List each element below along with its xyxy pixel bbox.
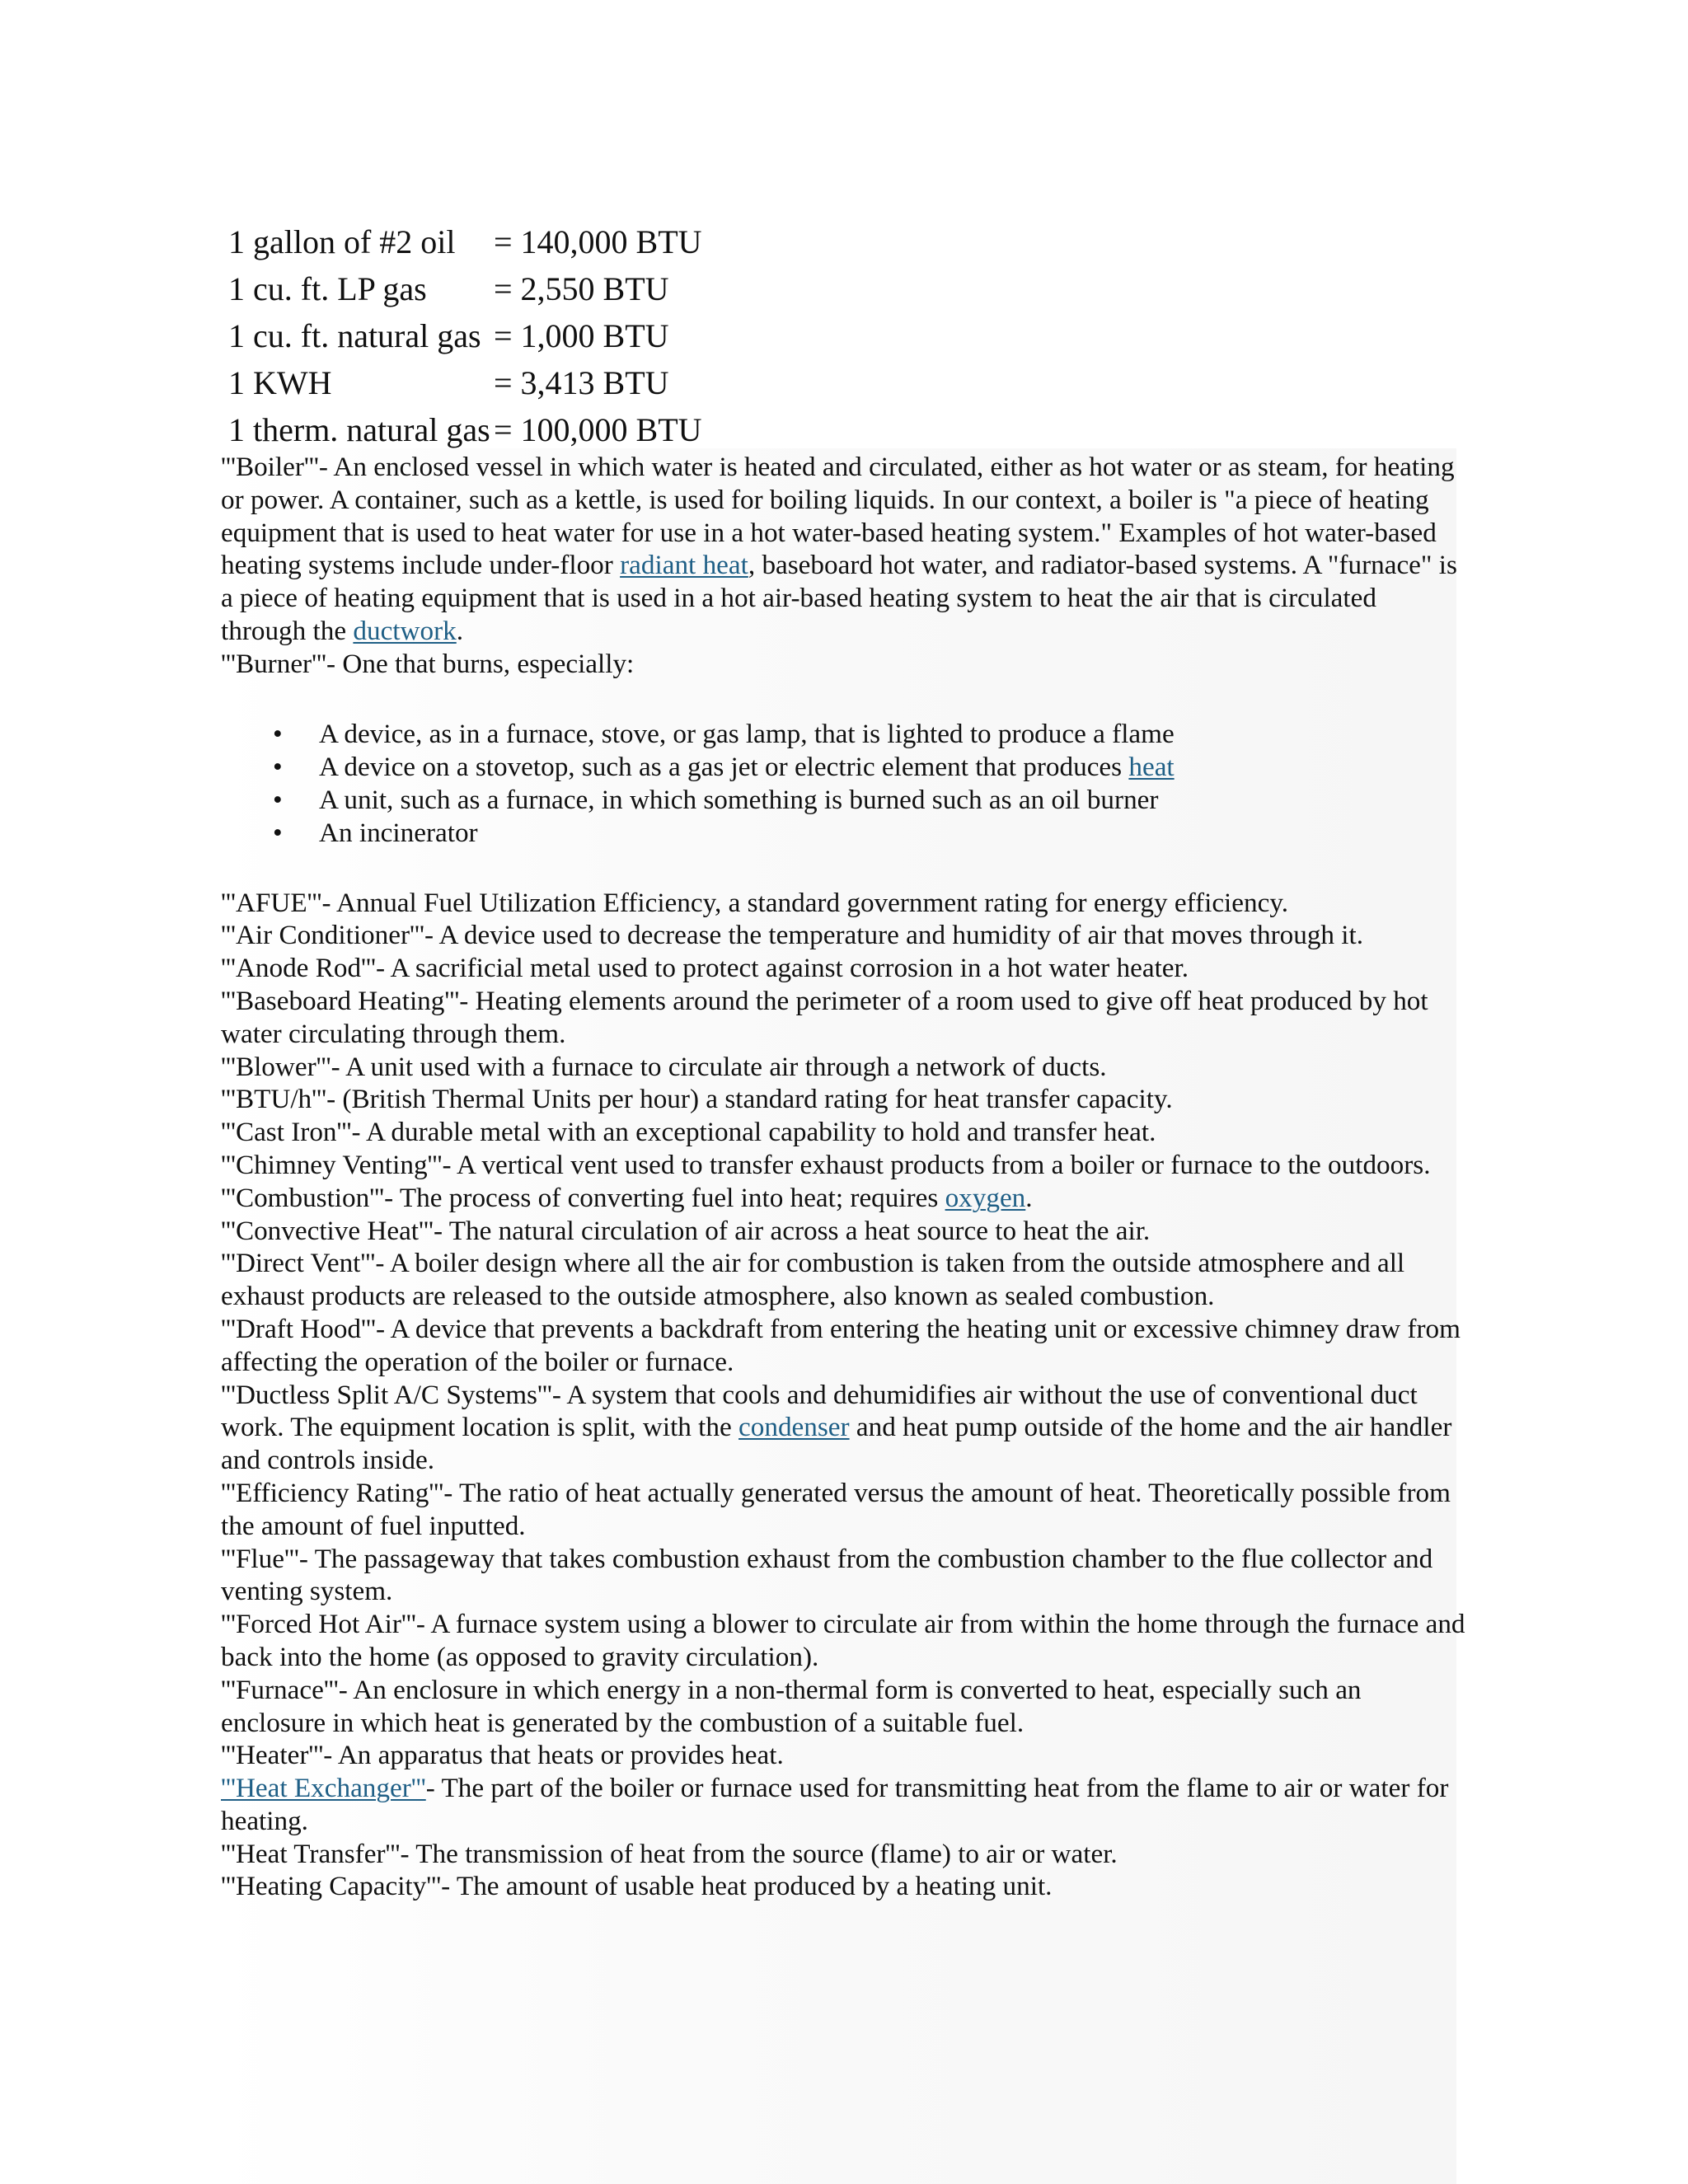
list-item-text: A unit, such as a furnace, in which something is burned such as an oil burner xyxy=(319,784,1159,815)
condenser-link[interactable]: condenser xyxy=(738,1412,850,1443)
bullet-icon: • xyxy=(273,784,283,815)
combustion-end: . xyxy=(1025,1182,1033,1213)
conversion-label: 1 cu. ft. LP gas xyxy=(228,270,427,307)
definition-convective-heat: '''Convective Heat'''- The natural circulation of air across a heat source to heat the air. xyxy=(221,1215,1151,1246)
glossary-body xyxy=(221,451,1465,1903)
heat-exchanger-link[interactable]: '''Heat Exchanger''' xyxy=(221,1773,426,1804)
boiler-text-end: . xyxy=(456,615,464,646)
definition-boiler xyxy=(221,451,1465,648)
ductless-text: '''Ductless Split A/C Systems'''- A system that cools and dehumidifies air without the use of conventional duct work. The equipment location is split, with the xyxy=(221,1379,1418,1443)
list-item xyxy=(221,751,1465,784)
definition-heat-transfer: '''Heat Transfer'''- The transmission of heat from the source (flame) to air or water. xyxy=(221,1838,1118,1869)
definition-anode-rod: '''Anode Rod'''- A sacrificial metal used to protect against corrosion in a hot water heater. xyxy=(221,953,1189,984)
bullet-icon: • xyxy=(273,751,283,782)
ductless-end: and heat pump outside of the home and the air handler and controls inside. xyxy=(221,1412,1452,1476)
definition-afue: '''AFUE'''- Annual Fuel Utilization Efficiency, a standard government rating for energy efficiency. xyxy=(221,887,1289,918)
conversion-value: = 2,550 BTU xyxy=(494,270,669,307)
conversion-row xyxy=(228,312,702,359)
definition-baseboard-heating: '''Baseboard Heating'''- Heating elements around the perimeter of a room used to give off heat produced by hot water circulating through them. xyxy=(221,985,1428,1049)
definition-heat-exchanger xyxy=(221,1772,1465,1838)
burner-list xyxy=(221,718,1465,850)
definition-air-conditioner: '''Air Conditioner'''- A device used to decrease the temperature and humidity of air that moves through it. xyxy=(221,920,1364,951)
radiant-heat-link[interactable]: radiant heat xyxy=(620,550,748,581)
conversion-value: = 1,000 BTU xyxy=(494,317,669,354)
list-item xyxy=(221,817,1465,850)
definition-combustion xyxy=(221,1182,1465,1215)
btu-conversion-table xyxy=(228,218,702,453)
list-item-text: An incinerator xyxy=(319,817,478,848)
combustion-text: '''Combustion'''- The process of converting fuel into heat; requires xyxy=(221,1182,945,1213)
conversion-row xyxy=(228,359,702,406)
boiler-text: - An enclosed vessel in which water is heated and circulated, either as hot water or as steam, for heating or power. A container, such as a kettle, is used for boiling liquids. In our context, a boiler is "a piece of heating equipment that is used to heat water for use in a hot water-based heating system." Examples of hot water-based heating systems include under-floor xyxy=(221,452,1455,581)
boiler-text-continued: , baseboard hot water, and radiator-based systems. A "furnace" is a piece of heating equipment that is used in a hot air-based heating system to heat the air that is circulated through the xyxy=(221,550,1457,646)
conversion-row xyxy=(228,406,702,453)
bullet-icon: • xyxy=(273,718,283,749)
bullet-icon: • xyxy=(273,817,283,848)
conversion-label: 1 cu. ft. natural gas xyxy=(228,317,481,354)
definition-efficiency-rating: '''Efficiency Rating'''- The ratio of heat actually generated versus the amount of heat. Theoretically possible from the amount of fuel inputted. xyxy=(221,1477,1451,1541)
definition-btuh: '''BTU/h'''- (British Thermal Units per hour) a standard rating for heat transfer capacity. xyxy=(221,1084,1173,1115)
definition-flue: '''Flue'''- The passageway that takes combustion exhaust from the combustion chamber to the flue collector and venting system. xyxy=(221,1543,1433,1607)
conversion-label: 1 KWH xyxy=(228,364,332,401)
definition-forced-hot-air: '''Forced Hot Air'''- A furnace system using a blower to circulate air from within the home through the furnace and back into the home (as opposed to gravity circulation). xyxy=(221,1609,1465,1672)
heat-exchanger-text: - The part of the boiler or furnace used for transmitting heat from the flame to air or water for heating. xyxy=(221,1773,1449,1836)
definition-cast-iron: '''Cast Iron'''- A durable metal with an exceptional capability to hold and transfer heat. xyxy=(221,1117,1156,1148)
list-item xyxy=(221,718,1465,751)
definition-direct-vent: '''Direct Vent'''- A boiler design where all the air for combustion is taken from the outside atmosphere and all exhaust products are released to the outside atmosphere, also known as sealed combustion. xyxy=(221,1248,1405,1312)
conversion-row xyxy=(228,265,702,312)
definition-chimney-venting: '''Chimney Venting'''- A vertical vent used to transfer exhaust products from a boiler or furnace to the outdoors. xyxy=(221,1149,1431,1180)
definition-draft-hood: '''Draft Hood'''- A device that prevents a backdraft from entering the heating unit or excessive chimney draw from affecting the operation of the boiler or furnace. xyxy=(221,1313,1461,1377)
conversion-value: = 100,000 BTU xyxy=(494,411,702,448)
list-item xyxy=(221,784,1465,817)
definition-furnace: '''Furnace'''- An enclosure in which energy in a non-thermal form is converted to heat, especially such an enclosure in which heat is generated by the combustion of a suitable fuel. xyxy=(221,1674,1362,1738)
definition-burner: '''Burner'''- One that burns, especially: xyxy=(221,648,635,679)
boiler-term: '''Boiler''' xyxy=(221,452,319,482)
heat-link[interactable]: heat xyxy=(1128,751,1175,782)
conversion-label: 1 gallon of #2 oil xyxy=(228,223,456,260)
definition-heating-capacity: '''Heating Capacity'''- The amount of usable heat produced by a heating unit. xyxy=(221,1871,1053,1902)
list-item-text: A device, as in a furnace, stove, or gas lamp, that is lighted to produce a flame xyxy=(319,718,1175,749)
conversion-row xyxy=(228,218,702,265)
conversion-label: 1 therm. natural gas xyxy=(228,411,490,448)
oxygen-link[interactable]: oxygen xyxy=(945,1182,1026,1213)
definition-heater: '''Heater'''- An apparatus that heats or provides heat. xyxy=(221,1740,784,1771)
list-item-text: A device on a stovetop, such as a gas jet or electric element that produces xyxy=(319,751,1129,782)
conversion-value: = 3,413 BTU xyxy=(494,364,669,401)
definition-ductless-split xyxy=(221,1379,1465,1477)
conversion-value: = 140,000 BTU xyxy=(494,223,702,260)
definition-blower: '''Blower'''- A unit used with a furnace to circulate air through a network of ducts. xyxy=(221,1051,1107,1082)
ductwork-link[interactable]: ductwork xyxy=(353,615,457,646)
